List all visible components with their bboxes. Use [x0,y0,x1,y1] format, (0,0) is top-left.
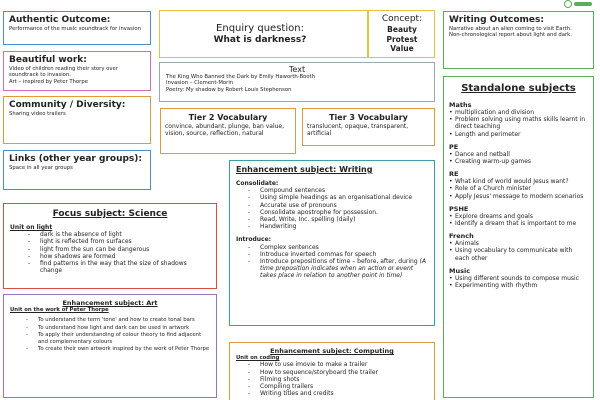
authentic-outcome-title: Authentic Outcome: [9,15,111,25]
text-box-line: Invasion – Clement-Morin [166,80,234,87]
list-item: - Read, Write, Inc. spelling (daily) [242,216,428,223]
re-section [449,170,588,200]
links-box [3,150,151,190]
list-item: - Introduce inverted commas for speech [242,251,428,258]
computing-unit: Unit on coding [236,355,280,361]
tier3-title: Tier 3 Vocabulary [329,113,408,122]
focus-science-box [3,203,217,289]
list-item [242,258,428,280]
pshe-section [449,205,588,227]
tier2-title: Tier 2 Vocabulary [188,113,268,122]
maths-heading: Maths [449,101,472,109]
authentic-outcome-box [3,11,151,45]
list-item: • Experimenting with rhythm [449,282,588,289]
list-item: - Accurate use of pronouns [242,202,428,209]
list-item: • multiplication and division [449,109,588,116]
list-item: • Length and perimeter [449,131,588,138]
concept-item: Value [390,44,414,53]
writing-outcomes-line: Narrative about an alien coming to visit Earth. [449,26,572,32]
writing-outcomes-line: Non-chronological report about light and dark. [449,32,572,39]
list-item: • Using different sounds to compose music [449,275,588,282]
list-item: - To understand how light and dark can be used in artwork [20,325,210,331]
concept-item: Beauty [387,25,417,34]
list-item: - Complex sentences [242,244,428,251]
list-item: - How to use imovie to make a trailer [242,361,428,368]
beautiful-work-line: Video of children reading their story over soundtrack to invasion. [9,66,118,79]
tier3-text: translucent, opaque, transparent, artificial [307,123,409,138]
pe-heading: PE [449,142,459,151]
introduce-label: Introduce: [236,236,272,244]
enquiry-question: What is darkness? [213,35,307,45]
maths-section [449,101,588,138]
list-item: • Identify a dream that is important to me [449,220,588,227]
french-section [449,232,588,262]
list-item: - dark is the absence of light [22,231,210,238]
list-item: • Animals [449,240,588,247]
standalone-subjects-box [443,76,594,398]
text-box [159,62,435,102]
text-box-title: Text [288,65,306,74]
text-box-line: The King Who Banned the Dark by Emily Haworth-Booth [166,74,316,80]
writing-outcomes-title: Writing Outcomes: [449,15,544,25]
list-item: - Compiling trailers [242,383,428,390]
list-item: - How to sequence/storyboard the trailer [242,369,428,376]
beautiful-work-line: Art – inspired by Peter Thorpe [9,78,88,85]
enquiry-box [159,10,435,58]
list-item: - how shadows are formed [22,253,210,260]
pe-section [449,143,588,165]
art-title: Enhancement subject: Art [62,299,158,307]
focus-title: Focus subject: Science [52,209,168,219]
list-item: • Role of a Church minister [449,185,588,192]
list-item: - Compound sentences [242,187,428,194]
list-item: - To apply their understanding of colour theory to find adjacent and complementary colours [20,332,210,345]
list-item: • Explore dreams and goals [449,213,588,220]
text-box-line: Poetry: My shadow by Robert Louis Stephenson [166,86,292,93]
consolidate-label: Consolidate: [236,180,279,187]
list-item: - To create their own artwork inspired by the work of Peter Thorpe [20,346,210,352]
concept-divider [367,10,369,58]
concept-item: Protest [386,34,418,44]
list-item: • Using vocabulary to communicate with each other [449,247,588,261]
list-item: - To understand the term 'tone' and how to create tonal bars [20,317,210,323]
enquiry-label: Enquiry question: [216,23,304,34]
tier3-vocabulary-box [302,108,435,146]
list-item: - light is reflected from surfaces [22,238,210,245]
list-item: • Apply Jesus' message to modern scenarios [449,193,588,200]
standalone-title: Standalone subjects [461,83,576,94]
list-item: • Problem solving using maths skills learnt in direct teaching [449,116,588,130]
links-title: Links (other year groups): [9,154,142,164]
list-item: • Creating warm-up games [449,158,588,165]
writing-outcomes-box [443,11,594,69]
writing-box [229,160,435,326]
art-unit: Unit on the work of Peter Thorpe [10,307,109,313]
list-item: - Consolidate apostrophe for possession. [242,209,428,216]
beautiful-work-title: Beautiful work: [9,55,87,65]
authentic-outcome-text: Performance of the music soundtrack for invasion [9,26,142,32]
pshe-heading: PSHE [449,204,469,213]
computing-title: Enhancement subject: Computing [270,347,394,355]
list-item: - find patterns in the way that the size of shadows change [22,260,210,274]
community-text: Sharing video trailers [9,111,66,117]
list-item: - Filming shots [242,376,428,383]
concept-label: Concept: [381,14,423,24]
list-item: • Dance and netball [449,151,588,158]
beautiful-work-box [3,51,151,91]
art-box [3,294,217,398]
list-item: • What kind of world would Jesus want? [449,178,588,185]
community-title: Community / Diversity: [9,100,126,110]
focus-unit: Unit on light [10,224,53,231]
tier2-vocabulary-box [160,108,296,154]
tier2-text: convince, abundant, plunge, ban value, vision, source, reflection, natural [165,123,285,138]
preposition-note: (A time preposition indicates when an action or event takes place in relation to another point in time) [260,258,426,280]
french-heading: French [449,232,474,241]
links-text: Space in all year groups [9,165,73,171]
list-item: - Handwriting [242,223,428,230]
school-logo [562,0,594,10]
list-item: - Using simple headings as an organisational device [242,194,428,201]
music-section [449,267,588,289]
music-heading: Music [449,266,471,275]
computing-box [229,342,435,400]
community-box [3,96,151,144]
re-heading: RE [449,170,459,179]
list-item: - light from the sun can be dangerous [22,246,210,253]
list-item: - Writing titles and credits [242,390,428,397]
writing-title: Enhancement subject: Writing [236,165,373,174]
preposition-text: Introduce prepositions of time – before, after, during [260,258,418,266]
